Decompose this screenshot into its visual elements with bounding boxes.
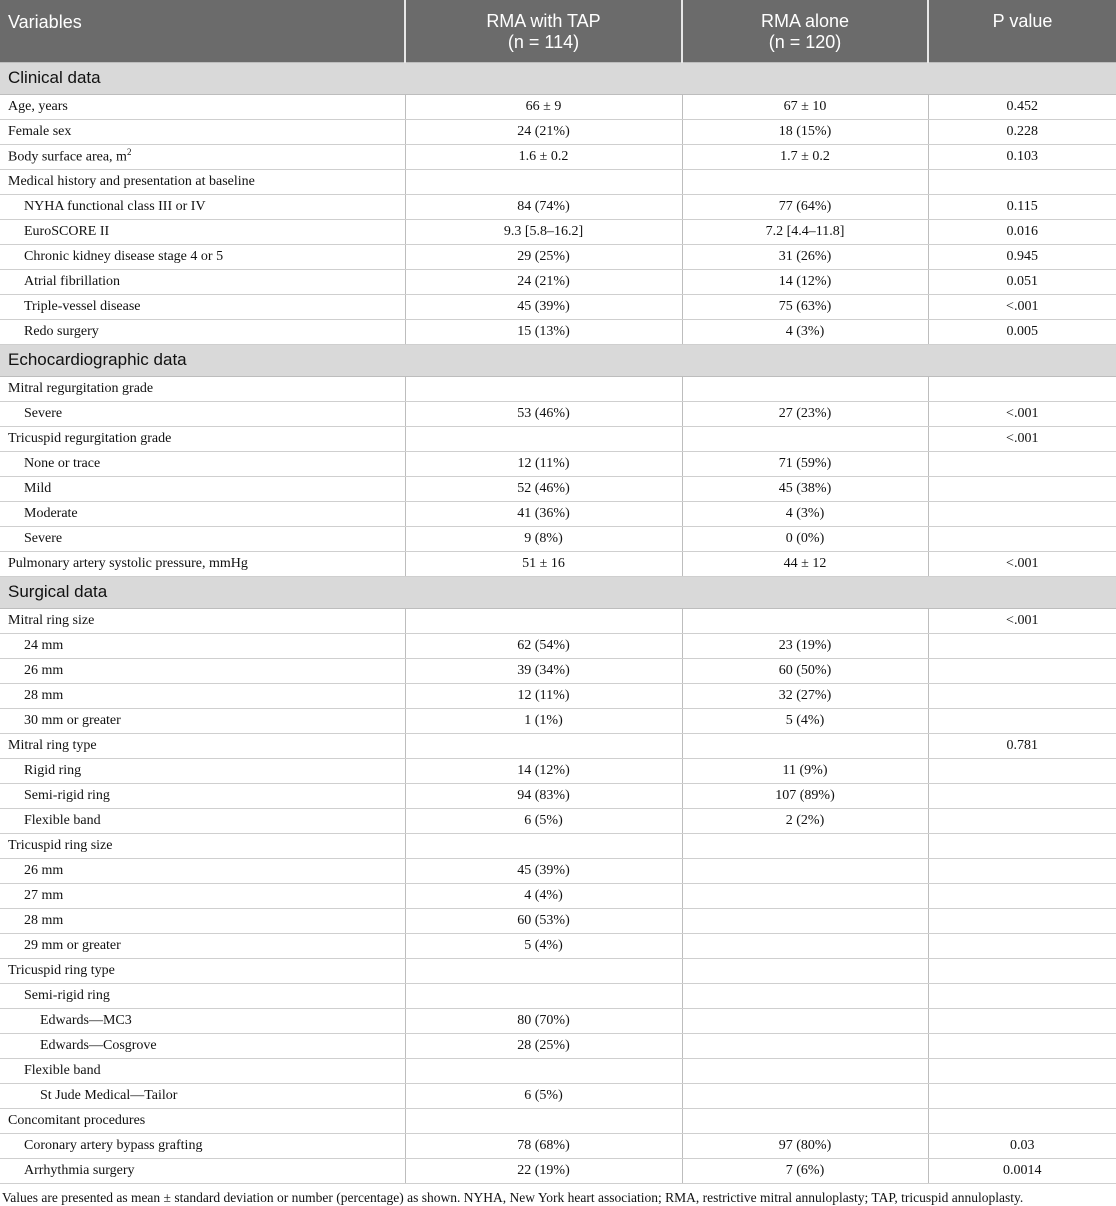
table-row — [0, 883, 1116, 908]
cell-p — [928, 1058, 1116, 1083]
table-row — [0, 733, 1116, 758]
cell-tap — [405, 1058, 682, 1083]
table-row — [0, 119, 1116, 144]
cell-alone: 14 (12%) — [682, 269, 928, 294]
cell-alone — [682, 733, 928, 758]
table-row — [0, 1083, 1116, 1108]
cell-tap: 15 (13%) — [405, 319, 682, 344]
row-label: Rigid ring — [0, 758, 405, 783]
table-row — [0, 194, 1116, 219]
cell-tap: 6 (5%) — [405, 808, 682, 833]
cell-alone: 27 (23%) — [682, 401, 928, 426]
cell-tap: 45 (39%) — [405, 294, 682, 319]
cell-p — [928, 833, 1116, 858]
cell-p: 0.005 — [928, 319, 1116, 344]
cell-alone — [682, 426, 928, 451]
cell-p — [928, 958, 1116, 983]
cell-alone — [682, 933, 928, 958]
table-row — [0, 658, 1116, 683]
header-tap-name: RMA with TAP — [486, 11, 601, 31]
header-rma-alone — [682, 0, 928, 62]
table-row — [0, 269, 1116, 294]
cell-tap — [405, 733, 682, 758]
superscript: 2 — [126, 147, 132, 158]
row-label: 30 mm or greater — [0, 708, 405, 733]
table-row — [0, 783, 1116, 808]
cell-p — [928, 858, 1116, 883]
row-label: Triple-vessel disease — [0, 294, 405, 319]
row-label: NYHA functional class III or IV — [0, 194, 405, 219]
row-label: Tricuspid regurgitation grade — [0, 426, 405, 451]
cell-alone: 7 (6%) — [682, 1158, 928, 1183]
row-label: Chronic kidney disease stage 4 or 5 — [0, 244, 405, 269]
cell-tap: 29 (25%) — [405, 244, 682, 269]
row-label: None or trace — [0, 451, 405, 476]
cell-p — [928, 451, 1116, 476]
cell-p: 0.115 — [928, 194, 1116, 219]
table-row — [0, 1058, 1116, 1083]
cell-p — [928, 526, 1116, 551]
cell-p — [928, 783, 1116, 808]
table-row — [0, 94, 1116, 119]
cell-p — [928, 758, 1116, 783]
cell-alone: 31 (26%) — [682, 244, 928, 269]
row-label: EuroSCORE II — [0, 219, 405, 244]
cell-tap — [405, 608, 682, 633]
table-footnote: Values are presented as mean ± standard deviation or number (percentage) as shown. NYHA, New York heart association; RMA, restrictive mitral annuloplasty; TAP, tricuspid annuloplasty. — [2, 1189, 1024, 1205]
cell-tap: 80 (70%) — [405, 1008, 682, 1033]
cell-alone: 60 (50%) — [682, 658, 928, 683]
row-label: Mitral ring type — [0, 733, 405, 758]
table-row — [0, 608, 1116, 633]
cell-alone — [682, 908, 928, 933]
cell-alone: 71 (59%) — [682, 451, 928, 476]
row-label: 26 mm — [0, 858, 405, 883]
section-clinical — [0, 62, 1116, 94]
cell-alone — [682, 376, 928, 401]
cell-alone: 97 (80%) — [682, 1133, 928, 1158]
header-p-value: P value — [928, 0, 1116, 62]
cell-p — [928, 908, 1116, 933]
table-row — [0, 633, 1116, 658]
cell-p: 0.0014 — [928, 1158, 1116, 1183]
cell-p — [928, 376, 1116, 401]
cell-alone: 4 (3%) — [682, 501, 928, 526]
cell-tap: 6 (5%) — [405, 1083, 682, 1108]
cell-p — [928, 501, 1116, 526]
cell-alone: 7.2 [4.4–11.8] — [682, 219, 928, 244]
row-label: Semi-rigid ring — [0, 783, 405, 808]
cell-tap — [405, 958, 682, 983]
table-row — [0, 319, 1116, 344]
cell-alone — [682, 608, 928, 633]
section-echocardiographic — [0, 344, 1116, 376]
cell-p: 0.228 — [928, 119, 1116, 144]
section-title: Surgical data — [0, 576, 1116, 608]
cell-alone — [682, 1033, 928, 1058]
cell-p — [928, 808, 1116, 833]
row-label: Edwards—MC3 — [0, 1008, 405, 1033]
cell-tap: 84 (74%) — [405, 194, 682, 219]
cell-alone — [682, 883, 928, 908]
cell-alone — [682, 1058, 928, 1083]
cell-tap: 52 (46%) — [405, 476, 682, 501]
table-row — [0, 708, 1116, 733]
cell-tap: 9.3 [5.8–16.2] — [405, 219, 682, 244]
row-label: Moderate — [0, 501, 405, 526]
row-label: Edwards—Cosgrove — [0, 1033, 405, 1058]
cell-tap — [405, 426, 682, 451]
cell-alone — [682, 983, 928, 1008]
row-label: Female sex — [0, 119, 405, 144]
cell-tap: 12 (11%) — [405, 451, 682, 476]
cell-tap: 1 (1%) — [405, 708, 682, 733]
table-row — [0, 1008, 1116, 1033]
cell-alone — [682, 1083, 928, 1108]
section-title: Clinical data — [0, 62, 1116, 94]
table-row — [0, 1033, 1116, 1058]
cell-p — [928, 169, 1116, 194]
table-row — [0, 933, 1116, 958]
cell-alone — [682, 169, 928, 194]
cell-p: 0.016 — [928, 219, 1116, 244]
table-row — [0, 1133, 1116, 1158]
header-tap-n: (n = 114) — [507, 32, 580, 52]
row-label: Medical history and presentation at baseline — [0, 169, 405, 194]
header-alone-name: RMA alone — [760, 11, 850, 31]
row-label: Flexible band — [0, 1058, 405, 1083]
cell-p — [928, 1008, 1116, 1033]
cell-tap: 51 ± 16 — [405, 551, 682, 576]
row-label: Age, years — [0, 94, 405, 119]
table-row — [0, 551, 1116, 576]
cell-alone: 23 (19%) — [682, 633, 928, 658]
cell-tap — [405, 1108, 682, 1133]
row-label: 24 mm — [0, 633, 405, 658]
cell-alone: 18 (15%) — [682, 119, 928, 144]
cell-alone: 1.7 ± 0.2 — [682, 144, 928, 169]
cell-p: <.001 — [928, 401, 1116, 426]
table-row — [0, 958, 1116, 983]
cell-p — [928, 658, 1116, 683]
row-label: Tricuspid ring size — [0, 833, 405, 858]
table-row — [0, 426, 1116, 451]
cell-tap: 66 ± 9 — [405, 94, 682, 119]
cell-p — [928, 933, 1116, 958]
row-label: Tricuspid ring type — [0, 958, 405, 983]
cell-alone — [682, 833, 928, 858]
cell-p: <.001 — [928, 551, 1116, 576]
row-label: Redo surgery — [0, 319, 405, 344]
cell-p: 0.103 — [928, 144, 1116, 169]
row-label — [0, 144, 405, 169]
row-label: 29 mm or greater — [0, 933, 405, 958]
cell-p: 0.051 — [928, 269, 1116, 294]
header-row — [0, 0, 1116, 62]
cell-p: 0.03 — [928, 1133, 1116, 1158]
cell-p: 0.945 — [928, 244, 1116, 269]
section-title: Echocardiographic data — [0, 344, 1116, 376]
row-label: Coronary artery bypass grafting — [0, 1133, 405, 1158]
row-label: Flexible band — [0, 808, 405, 833]
row-label: 26 mm — [0, 658, 405, 683]
table-row — [0, 401, 1116, 426]
table-row — [0, 169, 1116, 194]
row-label: 27 mm — [0, 883, 405, 908]
row-label: Mild — [0, 476, 405, 501]
cell-alone — [682, 1008, 928, 1033]
cell-p — [928, 683, 1116, 708]
cell-p — [928, 883, 1116, 908]
row-label: 28 mm — [0, 683, 405, 708]
cell-alone: 11 (9%) — [682, 758, 928, 783]
table-row — [0, 501, 1116, 526]
cell-tap: 45 (39%) — [405, 858, 682, 883]
cell-tap: 94 (83%) — [405, 783, 682, 808]
row-label: Arrhythmia surgery — [0, 1158, 405, 1183]
cell-tap: 24 (21%) — [405, 119, 682, 144]
table-row — [0, 219, 1116, 244]
cell-tap: 28 (25%) — [405, 1033, 682, 1058]
row-label: Severe — [0, 526, 405, 551]
header-rma-with-tap — [405, 0, 682, 62]
cell-alone: 44 ± 12 — [682, 551, 928, 576]
table-row — [0, 294, 1116, 319]
cell-alone: 2 (2%) — [682, 808, 928, 833]
cell-alone: 45 (38%) — [682, 476, 928, 501]
cell-p — [928, 633, 1116, 658]
row-label: St Jude Medical—Tailor — [0, 1083, 405, 1108]
cell-tap: 39 (34%) — [405, 658, 682, 683]
cell-tap: 9 (8%) — [405, 526, 682, 551]
cell-p — [928, 1108, 1116, 1133]
cell-tap: 24 (21%) — [405, 269, 682, 294]
cell-alone — [682, 1108, 928, 1133]
row-label-text: Body surface area, m — [8, 149, 127, 165]
cell-p — [928, 476, 1116, 501]
cell-p: 0.781 — [928, 733, 1116, 758]
table-row — [0, 683, 1116, 708]
table-row — [0, 1158, 1116, 1183]
header-variables: Variables — [0, 0, 405, 62]
cell-p: 0.452 — [928, 94, 1116, 119]
cell-p — [928, 983, 1116, 1008]
table-row — [0, 1108, 1116, 1133]
table-row — [0, 526, 1116, 551]
cell-tap: 62 (54%) — [405, 633, 682, 658]
cell-alone: 67 ± 10 — [682, 94, 928, 119]
cell-alone: 5 (4%) — [682, 708, 928, 733]
table-row — [0, 983, 1116, 1008]
cell-p — [928, 1083, 1116, 1108]
cell-alone: 4 (3%) — [682, 319, 928, 344]
table-row — [0, 858, 1116, 883]
table-row — [0, 908, 1116, 933]
table-row — [0, 833, 1116, 858]
table-row — [0, 144, 1116, 169]
cell-alone — [682, 858, 928, 883]
cell-p: <.001 — [928, 608, 1116, 633]
header-alone-n: (n = 120) — [768, 32, 842, 52]
table-row — [0, 758, 1116, 783]
cell-tap: 4 (4%) — [405, 883, 682, 908]
section-surgical — [0, 576, 1116, 608]
row-label: Mitral regurgitation grade — [0, 376, 405, 401]
cell-tap: 22 (19%) — [405, 1158, 682, 1183]
row-label: Severe — [0, 401, 405, 426]
cell-alone: 32 (27%) — [682, 683, 928, 708]
cell-tap — [405, 169, 682, 194]
cell-tap: 78 (68%) — [405, 1133, 682, 1158]
table-row — [0, 476, 1116, 501]
row-label: Atrial fibrillation — [0, 269, 405, 294]
cell-alone: 0 (0%) — [682, 526, 928, 551]
row-label: Semi-rigid ring — [0, 983, 405, 1008]
table-row — [0, 808, 1116, 833]
row-label: Mitral ring size — [0, 608, 405, 633]
cell-p: <.001 — [928, 294, 1116, 319]
table-row — [0, 244, 1116, 269]
cell-tap: 53 (46%) — [405, 401, 682, 426]
cell-tap — [405, 833, 682, 858]
cell-p — [928, 708, 1116, 733]
cell-tap: 60 (53%) — [405, 908, 682, 933]
cell-tap: 5 (4%) — [405, 933, 682, 958]
cell-tap: 41 (36%) — [405, 501, 682, 526]
cell-tap — [405, 983, 682, 1008]
cell-tap — [405, 376, 682, 401]
cell-alone: 77 (64%) — [682, 194, 928, 219]
table-row — [0, 376, 1116, 401]
cell-p — [928, 1033, 1116, 1058]
cell-alone: 75 (63%) — [682, 294, 928, 319]
row-label: Concomitant procedures — [0, 1108, 405, 1133]
row-label: 28 mm — [0, 908, 405, 933]
cell-alone — [682, 958, 928, 983]
row-label: Pulmonary artery systolic pressure, mmHg — [0, 551, 405, 576]
table-row — [0, 451, 1116, 476]
cell-tap: 12 (11%) — [405, 683, 682, 708]
cell-alone: 107 (89%) — [682, 783, 928, 808]
cell-p: <.001 — [928, 426, 1116, 451]
cell-tap: 14 (12%) — [405, 758, 682, 783]
cell-tap: 1.6 ± 0.2 — [405, 144, 682, 169]
